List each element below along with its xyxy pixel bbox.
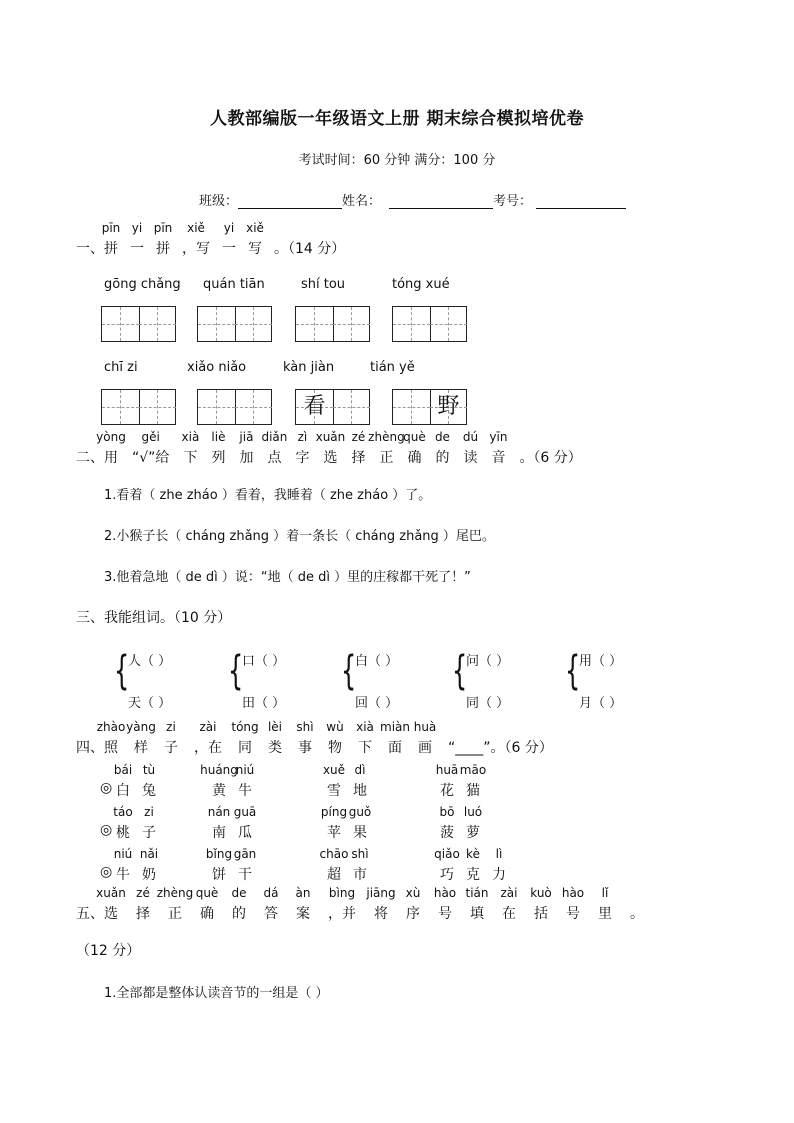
pinyin-annotation: què xyxy=(403,430,426,444)
pinyin-character xyxy=(130,221,144,258)
brace-icon: { xyxy=(452,648,468,694)
pinyin-annotation: guā xyxy=(233,805,257,819)
hanzi: 牛 xyxy=(238,783,252,799)
given-character: 野 xyxy=(437,394,460,419)
hanzi: 在 xyxy=(502,906,516,922)
pinyin-annotation: zi xyxy=(144,805,154,819)
hanzi: 照 xyxy=(104,740,118,756)
pinyin-character xyxy=(459,763,487,800)
hanzi: 地 xyxy=(353,783,367,799)
pinyin-annotation: zé xyxy=(351,430,366,444)
pinyin-character xyxy=(136,886,150,923)
pinyin-character xyxy=(435,763,459,800)
pinyin-annotation: dú xyxy=(462,430,479,444)
hanzi: 列 xyxy=(211,450,226,466)
pinyin-annotation: gān xyxy=(233,847,257,861)
word-group-top[interactable]: 问（ ） xyxy=(466,654,510,669)
name-label: 姓名： xyxy=(342,194,382,209)
pinyin-character xyxy=(433,886,457,923)
section-3-heading: 三、我能组词。（10 分） xyxy=(76,610,232,626)
pinyin-character xyxy=(233,805,257,842)
pinyin-annotation: zhèng xyxy=(368,430,405,444)
pinyin-character xyxy=(403,430,426,467)
number-label: 考号： xyxy=(493,194,533,209)
hanzi: 一 xyxy=(222,241,236,257)
bullet-icon: ◎ xyxy=(100,780,113,796)
writing-grid[interactable] xyxy=(197,306,272,342)
pinyin-character xyxy=(322,763,346,800)
pinyin-label: chī zi xyxy=(104,360,138,375)
hanzi: 案 xyxy=(296,906,310,922)
pinyin-character xyxy=(261,430,288,467)
pinyin-character xyxy=(434,430,450,467)
pinyin-character xyxy=(462,430,479,467)
pinyin-character xyxy=(113,805,133,842)
pinyin-label: tóng xué xyxy=(392,277,450,292)
hanzi: 正 xyxy=(379,450,394,466)
pinyin-character xyxy=(96,430,126,467)
brace-icon: { xyxy=(341,648,357,694)
pinyin-annotation: dì xyxy=(354,763,366,777)
hanzi: 读 xyxy=(463,450,478,466)
pinyin-annotation: māo xyxy=(459,763,487,777)
pinyin-character xyxy=(368,430,405,467)
pinyin-annotation: lì xyxy=(495,847,503,861)
pinyin-annotation: niú xyxy=(235,763,255,777)
pinyin-character xyxy=(194,720,222,757)
pinyin-character xyxy=(235,763,255,800)
hanzi: 的 xyxy=(232,906,246,922)
hanzi: ，写 xyxy=(182,241,210,257)
pinyin-annotation: shì xyxy=(351,847,369,861)
writing-grid[interactable] xyxy=(392,306,467,342)
pinyin-annotation: yi xyxy=(131,221,143,235)
bullet-icon: ◎ xyxy=(100,822,113,838)
question-text: 1.看着（ zhe zháo ）看着，我睡着（ zhe zháo ）了。 xyxy=(104,488,432,503)
pinyin-annotation: bǐng xyxy=(205,847,233,861)
pinyin-annotation: zé xyxy=(136,886,150,900)
pinyin-character xyxy=(153,221,173,258)
student-info-line xyxy=(199,190,626,209)
pinyin-annotation: huā xyxy=(435,763,459,777)
pinyin-annotation: zhào xyxy=(96,720,126,734)
example-word[interactable] xyxy=(205,847,264,884)
pinyin-annotation: nǎi xyxy=(139,847,159,861)
writing-grid[interactable] xyxy=(197,389,272,425)
section-5-heading: 五、 xuǎn 选 zé 择 zhèng 正 què 确 de 的 dá 答 àn 案 bìng ，并 jiāng 将 xù 序 hào 号 tián 填 zài 在 kuò 括 hào 号 lǐ 里 。 xyxy=(76,886,644,922)
pinyin-character xyxy=(366,886,396,923)
pinyin-annotation: yòng xyxy=(96,430,126,444)
hanzi: 的 xyxy=(435,450,450,466)
pinyin-annotation: qiǎo xyxy=(434,847,460,861)
pinyin-character xyxy=(356,720,374,757)
pinyin-character xyxy=(233,847,257,884)
hanzi: 确 xyxy=(407,450,422,466)
pinyin-character xyxy=(598,886,612,923)
hanzi: 选 xyxy=(323,450,338,466)
pinyin-label: tián yě xyxy=(370,360,415,375)
pinyin-annotation: xiě xyxy=(187,221,205,235)
pinyin-annotation: yīn xyxy=(489,430,508,444)
pinyin-character xyxy=(295,430,310,467)
hanzi: 猫 xyxy=(466,783,480,799)
pinyin-annotation: hào xyxy=(433,886,457,900)
pinyin-character xyxy=(413,720,437,757)
pinyin-character xyxy=(195,886,219,923)
pinyin-character xyxy=(263,886,279,923)
hanzi: 择 xyxy=(351,450,366,466)
hanzi: 雪 xyxy=(327,783,341,799)
pinyin-character xyxy=(353,763,367,800)
pinyin-annotation: pīn xyxy=(153,221,173,235)
hanzi: 点 xyxy=(267,450,282,466)
pinyin-character xyxy=(348,805,372,842)
hanzi: 填 xyxy=(470,906,484,922)
pinyin-annotation: bìng xyxy=(328,886,356,900)
hanzi: 牛 xyxy=(116,867,130,883)
hanzi: 萝 xyxy=(466,825,480,841)
pinyin-annotation: zi xyxy=(166,720,176,734)
pinyin-character xyxy=(101,221,121,258)
hanzi: 市 xyxy=(353,867,367,883)
pinyin-character xyxy=(142,763,156,800)
pinyin-character xyxy=(231,886,247,923)
exam-info: 考试时间：60 分钟 满分：100 分 xyxy=(298,153,496,168)
pinyin-annotation: xuǎn xyxy=(315,430,346,444)
writing-grid[interactable] xyxy=(392,389,467,425)
example-word[interactable] xyxy=(207,805,264,842)
pinyin-character xyxy=(530,886,552,923)
hanzi: 确 xyxy=(200,906,214,922)
hanzi: 答 xyxy=(264,906,278,922)
pinyin-annotation: chāo xyxy=(319,847,349,861)
pinyin-annotation: tù xyxy=(142,763,156,777)
example-word[interactable] xyxy=(319,847,379,884)
hanzi: 字 xyxy=(295,450,310,466)
pinyin-annotation: lèi xyxy=(267,720,283,734)
pinyin-character xyxy=(126,720,156,757)
hanzi: 正 xyxy=(168,906,182,922)
hanzi: ，并 xyxy=(328,906,356,922)
hanzi: 一 xyxy=(130,241,144,257)
pinyin-annotation: de xyxy=(231,886,247,900)
pinyin-character xyxy=(328,886,356,923)
hanzi: 号 xyxy=(566,906,580,922)
pinyin-annotation: zì xyxy=(297,430,308,444)
hanzi: 兔 xyxy=(142,783,156,799)
hanzi: 克 xyxy=(466,867,480,883)
hanzi: 物 xyxy=(328,740,342,756)
word-group-bottom[interactable]: 田（ ） xyxy=(242,696,286,711)
pinyin-character xyxy=(326,720,344,757)
pinyin-label: gōng chǎng xyxy=(104,277,181,292)
pinyin-character xyxy=(315,430,346,467)
page-title: 人教部编版一年级语文上册 期末综合模拟培优卷 xyxy=(210,109,584,129)
section-1-heading: 一、 pīn 拼 yi 一 pīn 拼 xiě ，写 yi 一 xiě 写 。（14 分） xyxy=(76,221,346,257)
pinyin-annotation: táo xyxy=(113,805,133,819)
pinyin-character xyxy=(320,805,348,842)
pinyin-annotation: nán xyxy=(207,805,231,819)
pinyin-character xyxy=(492,847,506,884)
pinyin-annotation: xiě xyxy=(246,221,264,235)
pinyin-annotation: xuě xyxy=(322,763,346,777)
question-text: 2.小猴子长（ cháng zhǎng ）着一条长（ cháng zhǎng ）尾巴。 xyxy=(104,529,495,544)
hanzi: 加 xyxy=(239,450,254,466)
hanzi: 子 xyxy=(164,740,178,756)
brace-icon: { xyxy=(565,648,581,694)
pinyin-annotation: zài xyxy=(199,720,217,734)
writing-grid[interactable] xyxy=(295,389,370,425)
pinyin-label: quán tiān xyxy=(203,277,265,292)
brace-icon: { xyxy=(228,648,244,694)
pinyin-character xyxy=(113,847,133,884)
pinyin-character xyxy=(182,221,210,258)
bullet-icon: ◎ xyxy=(100,864,113,880)
hanzi: 果 xyxy=(353,825,367,841)
pinyin-character xyxy=(96,886,126,923)
brace-icon: { xyxy=(114,648,130,694)
pinyin-annotation: zài xyxy=(500,886,518,900)
pinyin-character xyxy=(164,720,178,757)
hanzi: 子 xyxy=(142,825,156,841)
class-label: 班级： xyxy=(199,194,239,209)
pinyin-character xyxy=(489,430,508,467)
pinyin-annotation: jiāng xyxy=(366,886,396,900)
word-group-top[interactable]: 口（ ） xyxy=(242,654,286,669)
word-group-bottom[interactable]: 天（ ） xyxy=(128,696,172,711)
pinyin-character xyxy=(351,847,369,884)
pinyin-character xyxy=(132,430,170,467)
hanzi: 巧 xyxy=(440,867,454,883)
hanzi: 样 xyxy=(134,740,148,756)
pinyin-character xyxy=(222,221,236,258)
hanzi: 饼 xyxy=(212,867,226,883)
pinyin-annotation: liè xyxy=(211,430,226,444)
example-word[interactable] xyxy=(322,763,379,800)
pinyin-character xyxy=(113,763,133,800)
pinyin-annotation: tóng xyxy=(231,720,259,734)
example-word[interactable] xyxy=(113,763,168,800)
section-2-heading: 二、 yòng 用 gěi “√”给 xià 下 liè 列 jiā 加 diǎn 点 zì 字 xuǎn 选 zé 择 zhèng 正 què 确 de 的 dú 读 yīn 音 。（6 分） xyxy=(76,430,582,466)
pinyin-character xyxy=(463,805,483,842)
hanzi: 事 xyxy=(298,740,312,756)
pinyin-character xyxy=(466,847,480,884)
pinyin-annotation: bō xyxy=(439,805,455,819)
pinyin-annotation: diǎn xyxy=(261,430,288,444)
hanzi: 同 xyxy=(238,740,252,756)
hanzi: 南 xyxy=(212,825,226,841)
pinyin-annotation: pīn xyxy=(101,221,121,235)
pinyin-annotation: huáng xyxy=(200,763,238,777)
pinyin-character xyxy=(351,430,366,467)
hanzi: 拼 xyxy=(104,241,118,257)
pinyin-character xyxy=(156,886,194,923)
given-character: 看 xyxy=(303,394,326,419)
hanzi: 序 xyxy=(406,906,420,922)
pinyin-character xyxy=(405,886,421,923)
pinyin-character xyxy=(205,847,233,884)
hanzi: 桃 xyxy=(116,825,130,841)
hanzi: 下 xyxy=(183,450,198,466)
pinyin-annotation: píng xyxy=(320,805,348,819)
hanzi: 白 xyxy=(116,783,130,799)
pinyin-character xyxy=(561,886,585,923)
hanzi: 里 xyxy=(598,906,612,922)
hanzi: 写 xyxy=(248,241,262,257)
pinyin-character xyxy=(295,886,311,923)
hanzi: 下 xyxy=(358,740,372,756)
section-4-heading: 四、 zhào 照 yàng 样 zi 子 zài ，在 tóng 同 lèi 类 shì 事 wù 物 xià 下 miàn 面 huà 画 “____”。（6 分） xyxy=(76,720,553,756)
pinyin-annotation: xuǎn xyxy=(96,886,126,900)
word-group-bottom[interactable]: 同（ ） xyxy=(466,696,510,711)
pinyin-annotation: hào xyxy=(561,886,585,900)
word-group-top[interactable]: 白（ ） xyxy=(355,654,399,669)
pinyin-character xyxy=(246,221,264,258)
pinyin-annotation: kuò xyxy=(530,886,552,900)
example-word[interactable] xyxy=(439,805,492,842)
pinyin-annotation: tián xyxy=(465,886,489,900)
hanzi: “√”给 xyxy=(132,450,170,466)
pinyin-character xyxy=(211,430,226,467)
hanzi: 音 xyxy=(491,450,506,466)
pinyin-character xyxy=(434,847,460,884)
number-field[interactable] xyxy=(536,194,626,209)
pinyin-annotation: huà xyxy=(413,720,437,734)
section-5-score: （12 分） xyxy=(76,943,141,959)
pinyin-label: kàn jiàn xyxy=(283,360,335,375)
hanzi: 干 xyxy=(238,867,252,883)
hanzi: 拼 xyxy=(156,241,170,257)
hanzi: 择 xyxy=(136,906,150,922)
hanzi: 苹 xyxy=(327,825,341,841)
pinyin-annotation: yi xyxy=(223,221,235,235)
writing-grid[interactable] xyxy=(101,306,176,342)
hanzi: 括 xyxy=(534,906,548,922)
pinyin-character xyxy=(380,720,410,757)
hanzi: 黄 xyxy=(212,783,226,799)
pinyin-annotation: xià xyxy=(181,430,200,444)
pinyin-annotation: zhèng xyxy=(156,886,194,900)
pinyin-annotation: luó xyxy=(463,805,483,819)
example-word[interactable] xyxy=(200,763,264,800)
pinyin-annotation: xù xyxy=(405,886,421,900)
hanzi: 画 xyxy=(418,740,432,756)
pinyin-annotation: wù xyxy=(326,720,344,734)
hanzi: 力 xyxy=(492,867,506,883)
hanzi: 菠 xyxy=(440,825,454,841)
pinyin-annotation: gěi xyxy=(141,430,160,444)
pinyin-annotation: xià xyxy=(356,720,374,734)
pinyin-character xyxy=(207,805,231,842)
hanzi: 奶 xyxy=(142,867,156,883)
pinyin-character xyxy=(267,720,283,757)
hanzi: 将 xyxy=(374,906,388,922)
pinyin-annotation: àn xyxy=(295,886,311,900)
pinyin-character xyxy=(231,720,259,757)
hanzi: 类 xyxy=(268,740,282,756)
pinyin-annotation: de xyxy=(434,430,450,444)
word-group-top[interactable]: 用（ ） xyxy=(579,654,623,669)
hanzi: 号 xyxy=(438,906,452,922)
writing-grid[interactable] xyxy=(295,306,370,342)
example-word[interactable] xyxy=(320,805,379,842)
pinyin-annotation: kè xyxy=(466,847,480,861)
pinyin-annotation: yàng xyxy=(126,720,156,734)
pinyin-character xyxy=(500,886,518,923)
pinyin-annotation: jiā xyxy=(239,430,254,444)
writing-grid[interactable] xyxy=(101,389,176,425)
word-group-top[interactable]: 人（ ） xyxy=(128,654,172,669)
pinyin-annotation: què xyxy=(195,886,219,900)
question-text: 1.全部都是整体认读音节的一组是（ ） xyxy=(104,986,329,1001)
pinyin-annotation: lǐ xyxy=(601,886,609,900)
pinyin-character xyxy=(319,847,349,884)
pinyin-annotation: guǒ xyxy=(348,805,372,819)
hanzi: 花 xyxy=(440,783,454,799)
pinyin-character xyxy=(239,430,254,467)
hanzi: 瓜 xyxy=(238,825,252,841)
pinyin-label: xiǎo niǎo xyxy=(187,360,247,375)
pinyin-character xyxy=(200,763,238,800)
pinyin-annotation: dá xyxy=(263,886,279,900)
pinyin-annotation: miàn xyxy=(380,720,410,734)
pinyin-character xyxy=(96,720,126,757)
pinyin-annotation: niú xyxy=(113,847,133,861)
name-field[interactable] xyxy=(389,194,493,209)
hanzi: 面 xyxy=(388,740,402,756)
pinyin-character xyxy=(142,805,156,842)
hanzi: ，在 xyxy=(194,740,222,756)
pinyin-annotation: shì xyxy=(296,720,314,734)
word-group-bottom[interactable]: 月（ ） xyxy=(579,696,623,711)
question-text: 3.他着急地（ de dì ）说：“地（ de dì ）里的庄稼都干死了！” xyxy=(104,570,471,585)
pinyin-annotation: bái xyxy=(113,763,133,777)
pinyin-character xyxy=(139,847,159,884)
hanzi: 选 xyxy=(104,906,118,922)
class-field[interactable] xyxy=(238,194,342,209)
hanzi: 用 xyxy=(104,450,118,466)
example-word[interactable] xyxy=(113,805,168,842)
example-word[interactable] xyxy=(434,847,518,884)
pinyin-character xyxy=(181,430,200,467)
pinyin-character xyxy=(296,720,314,757)
pinyin-character xyxy=(439,805,455,842)
pinyin-label: shí tou xyxy=(301,277,346,292)
hanzi: 超 xyxy=(327,867,341,883)
example-word[interactable] xyxy=(113,847,168,884)
pinyin-character xyxy=(465,886,489,923)
word-group-bottom[interactable]: 回（ ） xyxy=(355,696,399,711)
example-word[interactable] xyxy=(435,763,492,800)
